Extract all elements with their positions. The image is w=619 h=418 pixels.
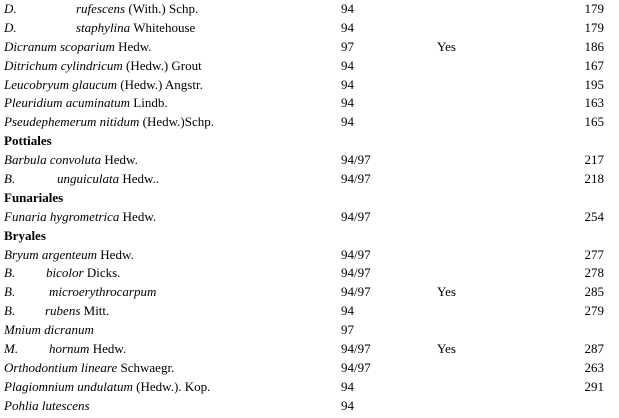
page-cell: 278: [584, 265, 604, 281]
table-row: [0, 151, 619, 170]
genus-abbreviation: D.: [4, 1, 17, 16]
year-cell: 94: [341, 114, 354, 130]
page-cell: 218: [584, 171, 604, 187]
page-cell: 287: [584, 341, 604, 357]
page-cell: 179: [584, 19, 604, 35]
flag-cell: Yes: [437, 284, 456, 300]
species-name: [4, 397, 90, 416]
species-full-name: Bryum argenteum: [4, 246, 98, 262]
species-full-name: Funaria hygrometrica: [4, 208, 120, 224]
page-cell: 279: [584, 303, 604, 319]
genus-abbreviation: B.: [4, 303, 16, 319]
species-name: [4, 321, 94, 340]
table-row: [0, 208, 619, 227]
page-cell: 179: [584, 1, 604, 16]
table-row: [0, 264, 619, 283]
species-name: [4, 151, 138, 170]
section-heading: Pottiales: [4, 133, 52, 149]
species-epithet: rubens: [45, 303, 81, 319]
year-cell: 94: [341, 303, 354, 319]
species-full-name: Barbula convoluta: [4, 152, 102, 168]
species-name: [4, 359, 174, 378]
species-full-name: Pleuridium acuminatum: [4, 95, 131, 111]
year-cell: 94/97: [341, 208, 371, 224]
species-author: (Hedw.). Kop.: [136, 378, 211, 394]
species-epithet: unguiculata: [57, 171, 120, 187]
table-row: [0, 321, 619, 340]
species-full-name: Mnium dicranum: [4, 322, 94, 338]
section-heading-row: [0, 132, 619, 151]
species-author: Hedw.: [92, 341, 127, 357]
table-row: [0, 340, 619, 359]
species-author: (Hedw.) Grout: [126, 57, 202, 73]
species-name: [4, 378, 210, 397]
year-cell: 94: [341, 19, 354, 35]
page-cell: 217: [584, 152, 604, 168]
species-full-name: Plagiomnium undulatum: [4, 378, 133, 394]
year-cell: 94: [341, 378, 354, 394]
year-cell: 94/97: [341, 341, 371, 357]
flag-cell: Yes: [437, 341, 456, 357]
table-row: [0, 113, 619, 132]
species-full-name: Ditrichum cylindricum: [4, 57, 123, 73]
species-name: [4, 340, 127, 359]
section-heading-row: [0, 189, 619, 208]
page-cell: 263: [584, 359, 604, 375]
species-name: [4, 76, 203, 95]
year-cell: 94: [341, 57, 354, 73]
species-author: Hedw.: [122, 208, 157, 224]
species-full-name: Leucobryum glaucum: [4, 76, 118, 92]
table-row: [0, 397, 619, 416]
species-full-name: Dicranum scoparium: [4, 38, 115, 54]
page-cell: 163: [584, 95, 604, 111]
table-row: [0, 246, 619, 265]
table-row: [0, 94, 619, 113]
species-name: [4, 38, 152, 57]
year-cell: 94: [341, 1, 354, 16]
page-cell: 254: [584, 208, 604, 224]
flag-cell: Yes: [437, 38, 456, 54]
species-name: [4, 113, 214, 132]
genus-abbreviation: B.: [4, 171, 16, 187]
year-cell: 94/97: [341, 284, 371, 300]
page-cell: 165: [584, 114, 604, 130]
species-epithet: rufescens: [76, 1, 126, 16]
genus-abbreviation: M.: [4, 341, 19, 357]
table-row: [0, 19, 619, 38]
species-author: Mitt.: [83, 303, 110, 319]
table-row: [0, 302, 619, 321]
species-epithet: staphylina: [76, 19, 131, 35]
year-cell: 94/97: [341, 246, 371, 262]
section-heading: Bryales: [4, 227, 46, 243]
species-epithet: microerythrocarpum: [49, 284, 157, 300]
species-author: Hedw.: [118, 38, 152, 54]
species-name: [4, 94, 168, 113]
species-name: [4, 57, 202, 76]
year-cell: 94/97: [341, 359, 371, 375]
species-full-name: Pseudephemerum nitidum: [4, 114, 140, 130]
species-name: [4, 246, 134, 265]
species-name: [4, 208, 156, 227]
page-cell: 291: [584, 378, 604, 394]
table-row: [0, 38, 619, 57]
species-author: Whitehouse: [133, 19, 196, 35]
species-name: [4, 264, 121, 283]
page-cell: 195: [584, 76, 604, 92]
species-epithet: hornum: [49, 341, 90, 357]
table-row: [0, 57, 619, 76]
table-row: [0, 170, 619, 189]
year-cell: 94/97: [341, 152, 371, 168]
species-author: Hedw.: [104, 152, 138, 168]
genus-abbreviation: B.: [4, 265, 16, 281]
page-cell: 277: [584, 246, 604, 262]
species-name: [4, 0, 199, 19]
year-cell: 94/97: [341, 171, 371, 187]
year-cell: 97: [341, 38, 354, 54]
section-heading: Funariales: [4, 189, 64, 205]
year-cell: 94: [341, 397, 354, 413]
genus-abbreviation: B.: [4, 284, 16, 300]
species-epithet: bicolor: [46, 265, 84, 281]
species-author: Hedw.: [100, 246, 134, 262]
species-author: (Hedw.)Schp.: [142, 114, 215, 130]
species-author: (With.) Schp.: [128, 1, 199, 16]
species-author: Lindb.: [133, 95, 168, 111]
page-cell: 285: [584, 284, 604, 300]
year-cell: 94/97: [341, 265, 371, 281]
species-name: [4, 170, 160, 189]
species-full-name: Orthodontium lineare: [4, 359, 118, 375]
page-cell: 186: [584, 38, 604, 54]
species-author: (Hedw.) Angstr.: [120, 76, 203, 92]
species-name: [4, 283, 157, 302]
section-heading-row: [0, 227, 619, 246]
species-author: Schwaegr.: [120, 359, 175, 375]
species-author: Dicks.: [86, 265, 121, 281]
species-full-name: Pohlia lutescens: [4, 397, 90, 413]
year-cell: 94: [341, 76, 354, 92]
table-row: [0, 0, 619, 19]
species-name: [4, 19, 196, 38]
genus-abbreviation: D.: [4, 19, 17, 35]
species-name: [4, 302, 110, 321]
year-cell: 94: [341, 95, 354, 111]
table-row: [0, 76, 619, 95]
table-row: [0, 378, 619, 397]
year-cell: 97: [341, 322, 354, 338]
species-author: Hedw..: [122, 171, 160, 187]
table-row: [0, 283, 619, 302]
table-row: [0, 359, 619, 378]
page-cell: 167: [584, 57, 604, 73]
